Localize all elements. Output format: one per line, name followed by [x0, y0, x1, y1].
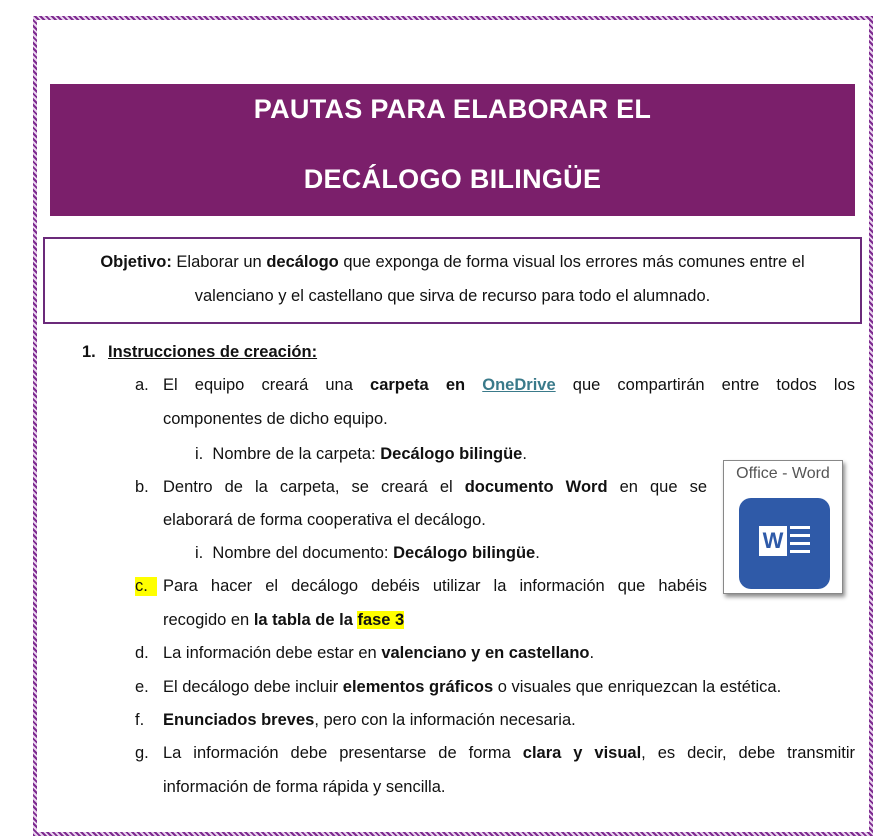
onedrive-link[interactable]: OneDrive: [482, 376, 556, 394]
section-number: 1.: [82, 343, 96, 361]
title-banner: [50, 84, 855, 216]
item-b-line-2: elaborará de forma cooperativa el decálogo.: [163, 511, 486, 529]
item-marker: a.: [135, 376, 149, 394]
objective-line-1: [45, 245, 860, 279]
section-label: Instrucciones de creación:: [108, 343, 318, 361]
item-bold: valenciano y en castellano: [381, 644, 590, 662]
sub-bold: Decálogo bilingüe: [380, 445, 523, 463]
item-e-text: [163, 678, 781, 697]
microsoft-word-icon: [739, 498, 830, 589]
title-line-1: PAUTAS PARA ELABORAR EL: [253, 94, 652, 124]
highlighted-phase: fase 3: [357, 611, 405, 629]
item-marker: e.: [135, 678, 149, 696]
item-text: en que se: [607, 478, 708, 496]
item-d-text: [163, 644, 594, 663]
sub-marker: i.: [195, 544, 204, 562]
sub-marker: i.: [195, 445, 204, 463]
objective-text: que exponga de forma visual los errores más comunes entre el: [338, 253, 805, 271]
objective-bold: decálogo: [266, 253, 339, 271]
item-bold: elementos gráficos: [342, 678, 494, 696]
item-text: El equipo creará una: [163, 376, 371, 394]
item-text: La información debe estar en: [163, 644, 382, 662]
objective-label: Objetivo:: [100, 253, 172, 271]
item-text: recogido en: [163, 611, 254, 629]
item-g-line-2: información de forma rápida y sencilla.: [163, 778, 446, 796]
item-text: , es decir, debe transmitir: [641, 744, 855, 762]
sub-end: .: [522, 445, 527, 463]
item-text: , pero con la información necesaria.: [314, 711, 576, 729]
item-bold: documento Word: [464, 478, 608, 496]
item-marker: c.: [135, 577, 157, 596]
objective-box: [43, 237, 862, 324]
word-lines-icon: [790, 526, 810, 558]
item-g-line-1: [163, 744, 855, 763]
item-c-line-2: [163, 611, 404, 630]
item-text: .: [589, 644, 595, 662]
word-letter: W: [759, 526, 787, 556]
figure-caption: Office - Word: [736, 465, 830, 482]
item-bold: la tabla de la: [253, 611, 358, 629]
office-word-figure: [723, 460, 843, 594]
item-marker: b.: [135, 478, 149, 496]
item-text: o visuales que enriquezcan la estética.: [493, 678, 782, 696]
item-marker: g.: [135, 744, 149, 762]
item-bold: carpeta en: [370, 376, 466, 394]
item-c-line-1: Para hacer el decálogo debéis utilizar la información que habéis: [163, 577, 707, 595]
item-marker: f.: [135, 711, 145, 729]
item-bold: Enunciados breves: [163, 711, 315, 729]
item-text: que compartirán entre todos los: [555, 376, 855, 394]
item-text: El decálogo debe incluir: [163, 678, 343, 696]
sub-item-a-i: [195, 445, 527, 464]
item-f-text: [163, 711, 576, 730]
section-heading: [82, 343, 317, 362]
item-text: Dentro de la carpeta, se creará el: [163, 478, 465, 496]
sub-text: Nombre del documento:: [212, 544, 394, 562]
item-text: La información debe presentarse de forma: [163, 744, 523, 762]
item-a-line-1: [163, 376, 855, 395]
item-bold: clara y visual: [522, 744, 642, 762]
item-marker: d.: [135, 644, 149, 662]
title-line-2: DECÁLOGO BILINGÜE: [303, 164, 602, 194]
objective-text: Elaborar un: [171, 253, 267, 271]
item-a-line-2: componentes de dicho equipo.: [163, 410, 388, 428]
objective-line-2: valenciano y el castellano que sirva de recurso para todo el alumnado.: [194, 287, 711, 305]
sub-text: Nombre de la carpeta:: [212, 445, 381, 463]
sub-bold: Decálogo bilingüe: [393, 544, 536, 562]
sub-end: .: [535, 544, 540, 562]
sub-item-b-i: [195, 544, 540, 563]
item-b-line-1: [163, 478, 707, 497]
